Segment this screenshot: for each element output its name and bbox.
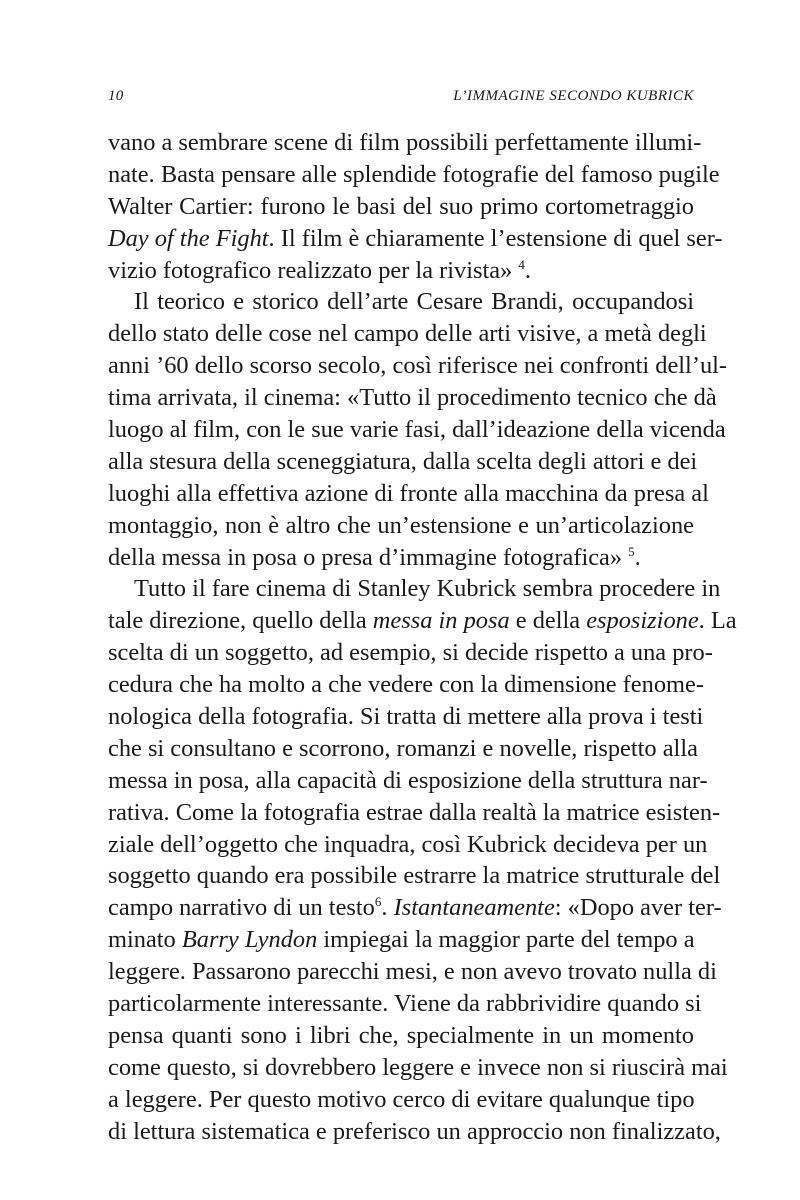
text-segment: anni ’60 dello scorso secolo, così riferisce nei confronti dell’ul-: [108, 352, 728, 380]
text-segment: alla stesura della sceneggiatura, dalla scelta degli attori e dei: [108, 447, 698, 475]
text-line: [108, 733, 698, 765]
text-line: [108, 797, 721, 829]
text-line: [108, 159, 720, 191]
text-segment: montaggio, non è altro che un’estensione e un’articolazione: [108, 511, 694, 539]
text-segment: impiegai la maggior parte del tempo a: [317, 926, 695, 954]
text-line: [108, 956, 717, 988]
text-line: [108, 701, 704, 733]
text-line: [108, 255, 694, 287]
text-line: [108, 286, 694, 318]
text-segment: campo narrativo di un testo: [108, 894, 375, 922]
text-segment: nate. Basta pensare alle splendide fotografie del famoso pugile: [108, 160, 720, 188]
italic-text: Barry Lyndon: [181, 926, 318, 954]
italic-text: Day of the Fight: [108, 224, 269, 252]
text-line: [108, 765, 708, 797]
text-segment: e della: [509, 607, 587, 635]
footnote-reference: 4: [518, 256, 525, 272]
text-line: [108, 1116, 721, 1148]
text-segment: cedura che ha molto a che vedere con la dimensione fenome-: [108, 671, 704, 699]
text-segment: messa in posa, alla capacità di esposizione della struttura nar-: [108, 766, 708, 794]
text-line: [108, 1020, 694, 1052]
text-segment: . Il film è chiaramente l’estensione di quel ser-: [268, 224, 723, 252]
text-segment: .: [381, 894, 394, 922]
text-line: [108, 1084, 694, 1116]
page-number: 10: [108, 88, 124, 104]
text-segment: ziale dell’oggetto che inquadra, così Kubrick decideva per un: [108, 830, 708, 858]
italic-text: Istantaneamente: [393, 894, 555, 922]
text-segment: minato: [108, 926, 182, 954]
text-segment: vizio fotografico realizzato per la rivista»: [108, 256, 519, 284]
text-line: [108, 223, 723, 255]
text-segment: luogo al film, con le sue varie fasi, dall’ideazione della vicenda: [108, 416, 726, 444]
text-segment: a leggere. Per questo motivo cerco di evitare qualunque tipo: [108, 1085, 695, 1113]
text-line: [108, 1052, 728, 1084]
text-line: [108, 510, 694, 542]
text-line: [108, 478, 709, 510]
text-segment: Tutto il fare cinema di Stanley Kubrick sembra procedere in: [134, 575, 721, 603]
text-segment: come questo, si dovrebbero leggere e invece non si riuscirà mai: [108, 1053, 728, 1081]
footnote-reference: 6: [374, 894, 382, 910]
text-line: [108, 573, 721, 605]
text-segment: leggere. Passarono parecchi mesi, e non avevo trovato nulla di: [108, 958, 717, 986]
text-line: [108, 191, 694, 223]
body-text: [108, 127, 737, 1148]
italic-text: esposizione: [586, 607, 699, 635]
italic-text: messa in posa: [372, 607, 510, 635]
text-line: [108, 669, 704, 701]
text-segment: particolarmente interessante. Viene da rabbrividire quando si: [108, 990, 702, 1018]
text-segment: vano a sembrare scene di film possibili perfettamente illumi-: [108, 129, 702, 156]
text-segment: tale direzione, quello della: [108, 607, 373, 635]
text-line: [108, 637, 713, 669]
text-segment: luoghi alla effettiva azione di fronte alla macchina da presa al: [108, 479, 709, 507]
text-segment: .: [524, 256, 531, 284]
text-segment: pensa quanti sono i libri che, specialmente in un momento: [108, 1021, 694, 1049]
text-segment: tima arrivata, il cinema: «Tutto il procedimento tecnico che dà: [108, 384, 717, 412]
text-line: [108, 542, 694, 574]
text-segment: .: [634, 543, 641, 571]
text-line: [108, 127, 702, 159]
text-segment: Walter Cartier: furono le basi del suo primo cortometraggio: [108, 192, 694, 220]
text-line: [108, 892, 722, 924]
footnote-reference: 5: [628, 543, 635, 559]
text-segment: Il teorico e storico dell’arte Cesare Brandi, occupandosi: [134, 288, 694, 316]
text-segment: di lettura sistematica e preferisco un approccio non finalizzato,: [108, 1117, 721, 1145]
text-segment: nologica della fotografia. Si tratta di mettere alla prova i testi: [108, 703, 704, 731]
text-line: [108, 988, 702, 1020]
text-segment: dello stato delle cose nel campo delle arti visive, a metà degli: [108, 320, 707, 348]
text-line: [108, 382, 717, 414]
text-line: [108, 829, 708, 861]
text-segment: scelta di un soggetto, ad esempio, si decide rispetto a una pro-: [108, 639, 713, 667]
text-segment: rativa. Come la fotografia estrae dalla realtà la matrice esisten-: [108, 798, 721, 826]
text-segment: . La: [698, 607, 737, 635]
running-title: L’IMMAGINE SECONDO KUBRICK: [453, 88, 694, 104]
text-segment: soggetto quando era possibile estrarre la matrice strutturale del: [108, 862, 721, 890]
text-segment: : «Dopo aver ter-: [554, 894, 722, 922]
text-line: [108, 318, 707, 350]
text-line: [108, 414, 726, 446]
text-line: [108, 605, 737, 637]
text-line: [108, 350, 728, 382]
text-line: [108, 446, 698, 478]
text-segment: che si consultano e scorrono, romanzi e novelle, rispetto alla: [108, 734, 698, 762]
text-line: [108, 860, 721, 892]
text-line: [108, 924, 694, 956]
text-segment: della messa in posa o presa d’immagine fotografica»: [108, 543, 629, 571]
